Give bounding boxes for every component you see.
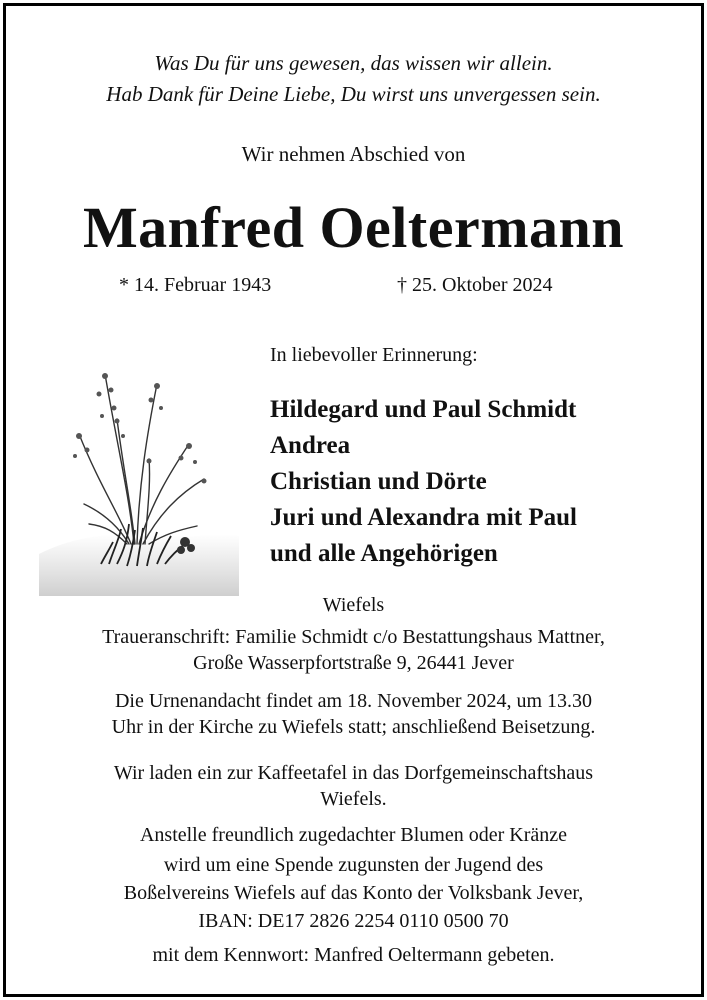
place-text: Wiefels (322, 594, 385, 616)
deceased-name: Manfred Oeltermann (82, 195, 625, 260)
donation-iban: IBAN: DE17 2826 2254 0110 0500 70 (198, 910, 509, 932)
donation-line-5: mit dem Kennwort: Manfred Oeltermann gebeten. (152, 944, 555, 966)
family-line-1: Hildegard und Paul Schmidt (270, 396, 577, 423)
family-line-2: Andrea (270, 432, 351, 459)
donation-line-2: wird um eine Spende zugunsten der Jugend des (163, 854, 544, 876)
obituary-card (3, 3, 704, 997)
motto-line-2: Hab Dank für Deine Liebe, Du wirst uns unvergessen sein. (106, 82, 601, 106)
motto-line-1: Was Du für uns gewesen, das wissen wir allein. (154, 51, 553, 75)
family-line-5: und alle Angehörigen (270, 540, 498, 567)
address-line-2: Große Wasserpfortstraße 9, 26441 Jever (193, 652, 514, 674)
death-date: † 25. Oktober 2024 (397, 274, 553, 296)
service-line-2: Uhr in der Kirche zu Wiefels statt; anschließend Beisetzung. (111, 716, 596, 738)
birth-date: * 14. Februar 1943 (119, 274, 272, 296)
donation-line-3: Boßelvereins Wiefels auf das Konto der Volksbank Jever, (123, 882, 584, 904)
address-line-1: Traueranschrift: Familie Schmidt c/o Bestattungshaus Mattner, (102, 626, 605, 648)
service-line-1: Die Urnenandacht findet am 18. November 2024, um 13.30 (114, 690, 593, 712)
family-line-4: Juri und Alexandra mit Paul (270, 504, 577, 531)
donation-line-1: Anstelle freundlich zugedachter Blumen oder Kränze (139, 824, 568, 846)
intro-text: Wir nehmen Abschied von (241, 142, 466, 166)
coffee-line-2: Wiefels. (320, 788, 387, 810)
coffee-line-1: Wir laden ein zur Kaffeetafel in das Dorfgemeinschaftshaus (113, 762, 594, 784)
family-line-3: Christian und Dörte (270, 468, 487, 495)
remembrance-heading: In liebevoller Erinnerung: (270, 344, 478, 366)
grass-flowers-illustration-icon (39, 364, 239, 596)
